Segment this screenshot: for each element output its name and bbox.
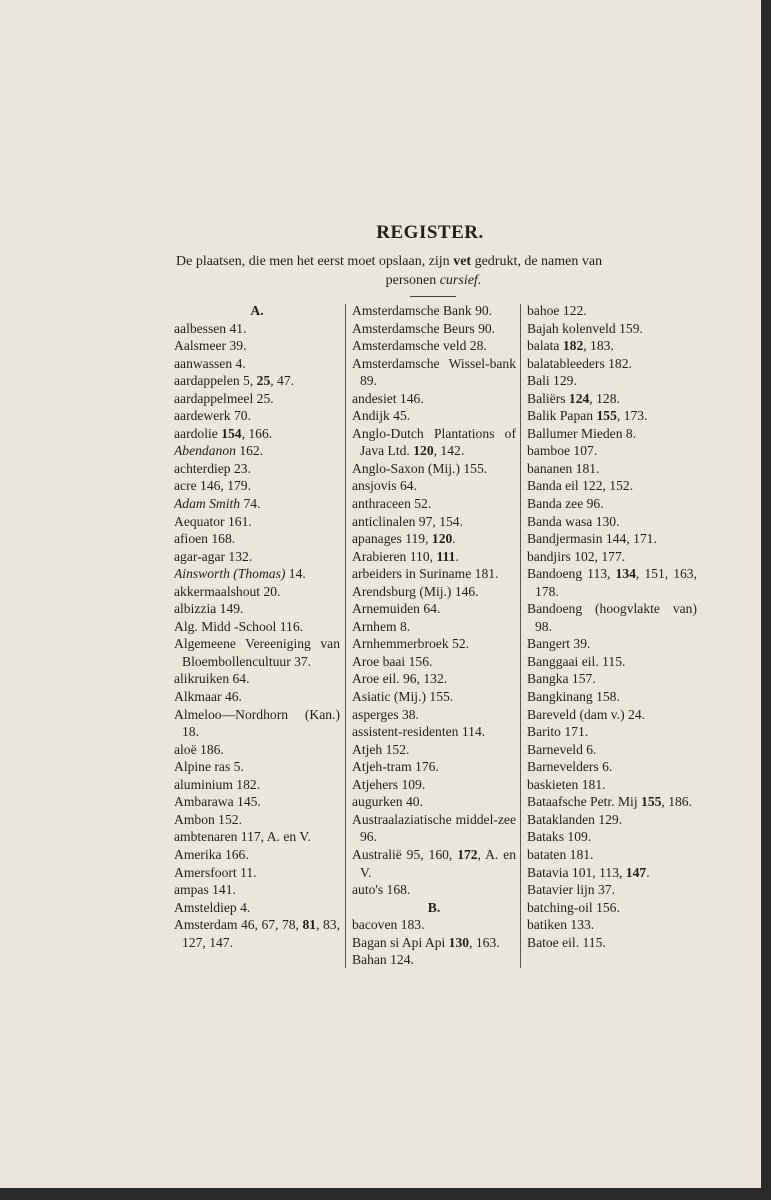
index-entry: Arnhem 8. <box>352 618 411 634</box>
index-entry: Alg. Midd -School 116. <box>174 618 304 634</box>
index-entry: bahoe 122. <box>527 303 587 318</box>
scan-edge-bottom <box>0 1188 771 1200</box>
index-entry: Batavia 101, 113, 147. <box>527 864 650 880</box>
index-entry: bandjirs 102, 177. <box>527 548 626 564</box>
section-letter: A. <box>250 303 264 318</box>
index-entry: Bataks 109. <box>527 829 592 845</box>
scan-edge-right <box>761 0 771 1200</box>
index-entry: Batavier lijn 37. <box>527 882 615 898</box>
index-entry: Bataafsche Petr. Mij 155, 186. <box>527 794 692 810</box>
index-entry: Arnhemmerbroek 52. <box>352 636 470 652</box>
index-entry: assistent-residenten 114. <box>352 724 486 740</box>
index-entry: Aroe baai 156. <box>352 653 433 669</box>
index-entry: Baliërs 124, 128. <box>527 390 620 406</box>
index-entry: Arendsburg (Mij.) 146. <box>352 583 479 599</box>
index-entry: Amsterdamsche Wissel-bank 89. <box>352 355 516 389</box>
index-entry: Amsterdamsche veld 28. <box>352 338 487 354</box>
index-entry: Barneveld 6. <box>527 741 597 757</box>
index-entry: aanwassen 4. <box>174 355 246 371</box>
index-entry: batiken 133. <box>527 917 595 933</box>
index-entry: batching-oil 156. <box>527 899 620 915</box>
index-entry: Barito 171. <box>527 724 589 740</box>
index-entry: Banda zee 96. <box>527 496 604 512</box>
index-entry: Bandoeng (hoogvlakte van) 98. <box>527 601 697 634</box>
index-entry: Bareveld (dam v.) 24. <box>527 706 646 722</box>
index-entry: acre 146, 179. <box>174 478 252 494</box>
index-entry: Amsterdamsche Beurs 90. <box>352 320 496 336</box>
index-entry: afioen 168. <box>174 531 236 547</box>
index-entry: achterdiep 23. <box>174 460 251 476</box>
index-entry: albizzia 149. <box>174 601 244 617</box>
intro-part3: personen <box>385 273 440 288</box>
index-entry: ampas 141. <box>174 882 236 898</box>
index-entry: Alkmaar 46. <box>174 689 242 705</box>
index-entry: Bandjermasin 144, 171. <box>527 531 657 547</box>
index-entry: akkermaalshout 20. <box>174 583 281 599</box>
index-entry: auto's 168. <box>352 882 411 898</box>
intro-part1: De plaatsen, die men het eerst moet opslaan, zijn <box>176 254 454 269</box>
index-entry: Amsterdamsche Bank 90. <box>352 303 493 318</box>
index-entry: alikruiken 64. <box>174 671 250 687</box>
column-divider-2 <box>520 304 521 968</box>
index-entry: aloë 186. <box>174 741 224 757</box>
intro-part2: gedrukt, de namen van <box>471 254 603 269</box>
index-entry: aardewerk 70. <box>174 408 251 424</box>
index-entry: Australië 95, 160, 172, A. en V. <box>352 846 516 880</box>
intro-italic-word: cursief. <box>439 273 482 288</box>
index-entry: balata 182, 183. <box>527 338 614 354</box>
index-entry: Atjeh-tram 176. <box>352 759 439 775</box>
index-entry: bacoven 183. <box>352 917 425 933</box>
index-entry: Bagan si Api Api 130, 163. <box>352 934 500 950</box>
index-entry: Bangkinang 158. <box>527 689 620 705</box>
title-rule <box>410 296 456 297</box>
index-entry: Alpine ras 5. <box>174 759 244 775</box>
index-entry: Arabieren 110, 111. <box>352 548 459 564</box>
index-entry: Bahan 124. <box>352 952 414 968</box>
index-entry: Bali 129. <box>527 373 577 389</box>
index-entry: anthraceen 52. <box>352 496 432 512</box>
index-entry: Bataklanden 129. <box>527 811 623 827</box>
index-entry: arbeiders in Suriname 181. <box>352 566 499 582</box>
index-entry: Anglo-Saxon (Mij.) 155. <box>352 460 488 476</box>
index-entry: agar-agar 132. <box>174 548 253 564</box>
index-entry: Amerika 166. <box>174 846 249 862</box>
index-entry: Batoe eil. 115. <box>527 934 606 950</box>
index-entry: asperges 38. <box>352 706 419 722</box>
index-entry: Algemeene Vereeniging van Bloembollencultuur 37. <box>174 636 340 669</box>
index-entry: bananen 181. <box>527 460 600 476</box>
index-entry: Bangert 39. <box>527 636 591 652</box>
index-entry: ansjovis 64. <box>352 478 417 494</box>
index-entry: augurken 40. <box>352 794 423 810</box>
index-entry: Ambon 152. <box>174 811 242 827</box>
index-entry: Banggaai eil. 115. <box>527 653 626 669</box>
index-entry: aardappelen 5, 25, 47. <box>174 373 295 389</box>
index-entry: Bandoeng 113, 134, 151, 163, 178. <box>527 566 697 599</box>
index-entry: Ballumer Mieden 8. <box>527 425 637 441</box>
index-entry: Balik Papan 155, 173. <box>527 408 648 424</box>
index-entry: Banda eil 122, 152. <box>527 478 634 494</box>
index-entry: balatableeders 182. <box>527 355 632 371</box>
index-entry: Asiatic (Mij.) 155. <box>352 689 454 705</box>
index-entry: Adam Smith 74. <box>174 496 261 512</box>
index-column-2 <box>352 302 516 969</box>
column-divider-1 <box>345 304 346 968</box>
index-entry: Anglo-Dutch Plantations of Java Ltd. 120, 142. <box>352 425 516 459</box>
index-entry: Almeloo—Nordhorn (Kan.) 18. <box>174 706 340 740</box>
index-entry: Ainsworth (Thomas) 14. <box>174 566 306 582</box>
index-entry: Aequator 161. <box>174 513 252 529</box>
index-entry: baskieten 181. <box>527 776 606 792</box>
index-entry: Austraalaziatische middel-zee 96. <box>352 811 516 845</box>
index-entry: Banda wasa 130. <box>527 513 620 529</box>
index-entry: Arnemuiden 64. <box>352 601 441 617</box>
index-entry: aardappelmeel 25. <box>174 390 274 406</box>
section-letter: B. <box>427 899 441 915</box>
index-entry: bataten 181. <box>527 846 594 862</box>
index-entry: Andijk 45. <box>352 408 411 424</box>
index-entry: Abendanon 162. <box>174 443 264 459</box>
index-column-1 <box>174 302 340 951</box>
index-entry: bamboe 107. <box>527 443 598 459</box>
page-title: REGISTER. <box>376 222 484 243</box>
intro-text <box>176 252 691 290</box>
intro-line2 <box>176 271 691 290</box>
index-column-3 <box>527 302 697 951</box>
index-entry: Amsteldiep 4. <box>174 899 251 915</box>
index-entry: andesiet 146. <box>352 390 424 406</box>
index-entry: aalbessen 41. <box>174 320 247 336</box>
index-entry: Atjeh 152. <box>352 741 410 757</box>
index-entry: Bangka 157. <box>527 671 596 687</box>
index-entry: anticlinalen 97, 154. <box>352 513 463 529</box>
index-entry: ambtenaren 117, A. en V. <box>174 829 311 845</box>
index-entry: Barnevelders 6. <box>527 759 613 775</box>
index-entry: apanages 119, 120. <box>352 531 456 547</box>
index-entry: Ambarawa 145. <box>174 794 261 810</box>
intro-bold-word: vet <box>453 254 472 269</box>
index-entry: Bajah kolenveld 159. <box>527 320 643 336</box>
index-entry: Aroe eil. 96, 132. <box>352 671 448 687</box>
index-entry: Amsterdam 46, 67, 78, 81, 83, 127, 147. <box>174 917 340 950</box>
index-entry: Atjehers 109. <box>352 776 426 792</box>
index-entry: Aalsmeer 39. <box>174 338 247 354</box>
index-entry: aardolie 154, 166. <box>174 425 273 441</box>
index-entry: Amersfoort 11. <box>174 864 257 880</box>
index-entry: aluminium 182. <box>174 776 261 792</box>
